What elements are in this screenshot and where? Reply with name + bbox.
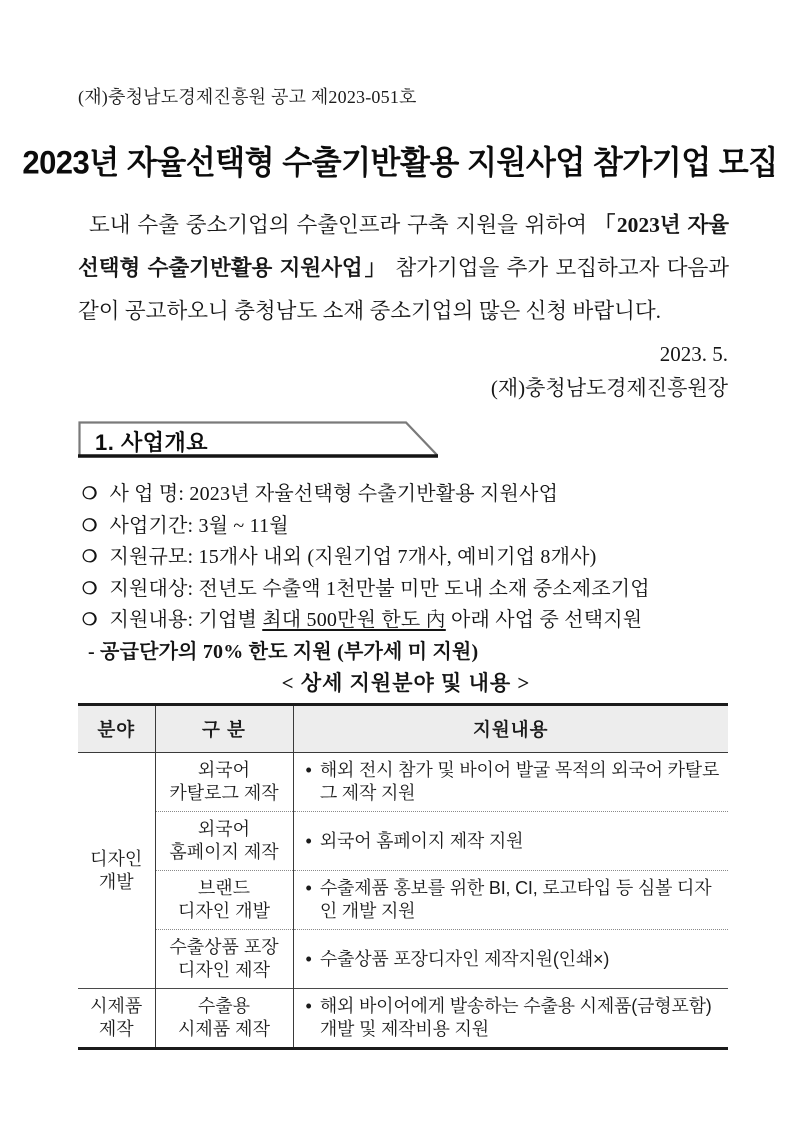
section-heading: 1. 사업개요 [95, 430, 208, 455]
table-row [78, 812, 728, 871]
list-item-text: 지원대상: 전년도 수출액 1천만불 미만 도내 소재 중소제조기업 [109, 577, 650, 600]
circle-bullet-icon: ❍ [82, 578, 98, 598]
intro-line2-bold: 선택형 수출기반활용 지원사업」 [78, 256, 389, 280]
dot-bullet-icon: • [305, 830, 312, 851]
support-detail-prefix: 지원내용: 기업별 [109, 609, 263, 631]
sub-list-item: - 공급단가의 70% 한도 지원 (부가세 미 지원) [88, 640, 479, 663]
category-line: 개발 [98, 871, 134, 892]
content-cell [293, 930, 728, 989]
support-detail-suffix: 아래 사업 중 선택지원 [445, 609, 643, 631]
type-line: 수출용 [197, 996, 251, 1016]
intro-line1-normal: 도내 수출 중소기업의 수출인프라 구축 지원을 위하여 [89, 213, 594, 237]
content-text: 수출제품 홍보를 위한 BI, CI, 로고타입 등 심볼 디자인 개발 지원 [319, 878, 712, 921]
list-item [82, 605, 730, 637]
section-banner [78, 421, 440, 459]
type-line: 카탈로그 제작 [169, 783, 279, 803]
content-cell [293, 871, 728, 930]
type-cell [155, 930, 293, 989]
list-item-text [109, 605, 730, 637]
document-date: 2023. 5. [659, 342, 728, 366]
type-line: 시제품 제작 [178, 1019, 270, 1039]
type-line: 홈페이지 제작 [169, 842, 279, 862]
document-signer: (재)충청남도경제진흥원장 [490, 376, 728, 400]
list-item [82, 479, 730, 511]
dot-bullet-icon: • [305, 996, 312, 1016]
content-text: 해외 전시 참가 및 바이어 발굴 목적의 외국어 카탈로그 제작 지원 [319, 760, 720, 803]
category-cell [78, 989, 155, 1049]
column-header-content: 지원내용 [293, 705, 728, 753]
support-limit-underlined: 최대 500만원 한도 內 [262, 609, 446, 631]
content-cell [293, 989, 728, 1049]
circle-bullet-icon: ❍ [82, 484, 98, 503]
intro-line-2 [78, 247, 729, 290]
date-signature-block [491, 337, 728, 405]
dot-bullet-icon: • [305, 948, 312, 969]
dot-bullet-icon: • [305, 878, 312, 898]
category-line: 제작 [98, 1019, 134, 1039]
category-line: 시제품 [90, 996, 143, 1016]
table-row [78, 871, 728, 930]
column-header-type: 구 분 [155, 705, 293, 753]
list-item [82, 542, 730, 574]
intro-line2-normal: 참가기업을 추가 모집하고자 다음과 [388, 256, 729, 280]
overview-list [82, 479, 730, 700]
table-row [78, 753, 728, 812]
type-line: 디자인 개발 [178, 901, 270, 921]
type-line: 외국어 [197, 819, 251, 839]
type-line: 외국어 [197, 760, 251, 780]
list-item [82, 574, 730, 606]
type-cell [155, 812, 293, 871]
content-text: 수출상품 포장디자인 제작지원(인쇄×) [319, 948, 610, 969]
intro-paragraph [78, 204, 729, 333]
intro-line1-bold: 「2023년 자율 [593, 213, 730, 237]
content-cell [293, 753, 728, 812]
type-line: 브랜드 [197, 878, 251, 898]
document-title: 2023년 자율선택형 수출기반활용 지원사업 참가기업 모집 [22, 144, 778, 182]
type-cell [155, 871, 293, 930]
content-text: 해외 바이어에게 발송하는 수출용 시제품(금형포함) 개발 및 제작비용 지원 [319, 996, 712, 1039]
category-cell [78, 753, 155, 989]
list-item-text: 지원규모: 15개사 내외 (지원기업 7개사, 예비기업 8개사) [109, 546, 597, 568]
type-line: 디자인 제작 [178, 960, 270, 980]
table-header-row [78, 705, 728, 753]
column-header-category: 분야 [78, 705, 155, 753]
circle-bullet-icon: ❍ [82, 547, 98, 566]
table-row [78, 989, 728, 1049]
category-line: 디자인 [90, 848, 143, 869]
list-item-text: 사업기간: 3월 ~ 11월 [109, 514, 289, 537]
dot-bullet-icon: • [305, 760, 312, 780]
content-cell [293, 812, 728, 871]
type-cell [155, 989, 293, 1049]
notice-number: (재)충청남도경제진흥원 공고 제2023-051호 [78, 87, 417, 107]
list-item [82, 511, 730, 543]
type-cell [155, 753, 293, 812]
circle-bullet-icon: ❍ [82, 610, 98, 629]
circle-bullet-icon: ❍ [82, 515, 98, 535]
table-row [78, 930, 728, 989]
intro-line-3: 같이 공고하오니 충청남도 소재 중소기업의 많은 신청 바랍니다. [78, 299, 661, 323]
support-detail-table [78, 703, 728, 1050]
table-caption: < 상세 지원분야 및 내용 > [281, 671, 531, 695]
intro-line-1 [78, 204, 729, 247]
list-item-text: 사 업 명: 2023년 자율선택형 수출기반활용 지원사업 [109, 483, 559, 505]
content-text: 외국어 홈페이지 제작 지원 [319, 830, 524, 851]
type-line: 수출상품 포장 [169, 937, 279, 957]
